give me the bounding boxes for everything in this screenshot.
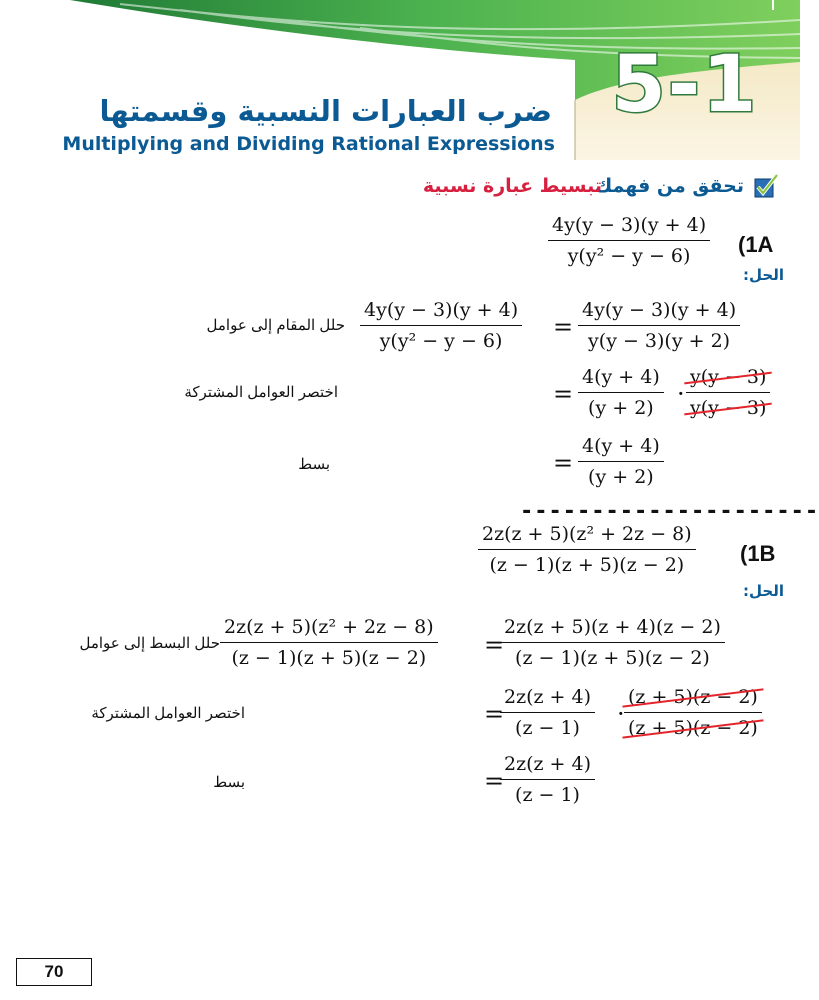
step-rhs-fraction [500, 752, 595, 807]
problem-1a-fraction [548, 213, 710, 268]
solution-label-1a: الحل: [743, 266, 784, 284]
step-reason: اختصر العوامل المشتركة [184, 384, 338, 401]
fraction-numerator: 4y(y − 3)(y + 4) [552, 214, 707, 236]
step-rhs-fraction [500, 685, 595, 740]
fraction-denominator: y(y² − y − 6) [379, 330, 503, 352]
fraction-bar [220, 642, 438, 643]
check-title: تحقق من فهمك [594, 175, 744, 197]
check-topic: تبسيط عبارة نسبية [422, 175, 602, 197]
fraction-bar [686, 392, 770, 393]
equals-sign: = [553, 313, 574, 341]
step-lhs-fraction [220, 615, 438, 670]
fraction-denominator: y(y − 3)(y + 2) [588, 330, 731, 352]
fraction-denominator: (z − 1)(z + 5)(z − 2) [231, 647, 427, 669]
check-understanding-heading [360, 172, 780, 202]
cancelled-numerator: (z + 5)(z − 2) [624, 685, 762, 709]
fraction-numerator: 4y(y − 3)(y + 4) [364, 299, 519, 321]
step-reason: اختصر العوامل المشتركة [91, 705, 245, 722]
fraction-denominator: (z − 1)(z + 5)(z − 2) [489, 554, 685, 576]
equals-sign: = [553, 449, 574, 477]
fraction-numerator: 2z(z + 5)(z² + 2z − 8) [482, 523, 692, 545]
step-lhs-fraction [360, 298, 522, 353]
fraction-denominator: (y + 2) [588, 397, 654, 419]
cancelled-denominator: (z + 5)(z − 2) [624, 716, 762, 740]
equals-sign: = [484, 767, 505, 795]
cancelled-numerator: y(y − 3) [686, 365, 770, 389]
fraction-bar [578, 392, 664, 393]
fraction-bar [500, 642, 725, 643]
equals-sign: = [553, 380, 574, 408]
lesson-number: 5-1 [611, 40, 759, 130]
fraction-bar [578, 461, 664, 462]
multiply-dot: · [617, 700, 625, 728]
equals-sign: = [484, 631, 505, 659]
fraction-numerator: 2z(z + 5)(z + 4)(z − 2) [504, 616, 721, 638]
cancelled-fraction [624, 685, 762, 740]
fraction-bar [548, 240, 710, 241]
fraction-denominator: (y + 2) [588, 466, 654, 488]
step-reason: حلل البسط إلى عوامل [79, 635, 220, 652]
step-rhs-fraction [500, 615, 725, 670]
equals-sign: = [484, 700, 505, 728]
step-rhs-fraction [578, 365, 664, 420]
fraction-numerator: 4(y + 4) [582, 435, 660, 457]
multiply-dot: · [677, 380, 685, 408]
fraction-bar [478, 549, 696, 550]
step-reason: بسط [298, 456, 330, 473]
question-label-1a: (1A [738, 232, 774, 257]
step-rhs-fraction [578, 434, 664, 489]
cancelled-denominator: y(y − 3) [686, 396, 770, 420]
step-reason: بسط [213, 774, 245, 791]
step-rhs-fraction [578, 298, 740, 353]
page-number: 70 [16, 958, 92, 986]
fraction-numerator: 4y(y − 3)(y + 4) [582, 299, 737, 321]
fraction-bar [500, 712, 595, 713]
fraction-numerator: 2z(z + 5)(z² + 2z − 8) [224, 616, 434, 638]
fraction-bar [500, 779, 595, 780]
problem-1b-fraction [478, 522, 696, 577]
cancelled-fraction [686, 365, 770, 420]
fraction-numerator: 2z(z + 4) [504, 686, 592, 708]
checkbox-check-icon [752, 172, 780, 200]
fraction-bar [578, 325, 740, 326]
lesson-title-arabic: ضرب العبارات النسبية وقسمتها [99, 94, 552, 128]
lesson-title-english: Multiplying and Dividing Rational Expressions [62, 133, 555, 155]
fraction-denominator: y(y² − y − 6) [567, 245, 691, 267]
dashed-separator: --------------------- [520, 499, 819, 524]
fraction-numerator: 2z(z + 4) [504, 753, 592, 775]
fraction-denominator: (z − 1)(z + 5)(z − 2) [515, 647, 710, 669]
step-reason: حلل المقام إلى عوامل [206, 317, 345, 334]
fraction-denominator: (z − 1) [515, 717, 580, 739]
fraction-bar [624, 712, 762, 713]
solution-label-1b: الحل: [743, 582, 784, 600]
fraction-numerator: 4(y + 4) [582, 366, 660, 388]
fraction-bar [360, 325, 522, 326]
question-label-1b: (1B [740, 541, 776, 566]
fraction-denominator: (z − 1) [515, 784, 580, 806]
